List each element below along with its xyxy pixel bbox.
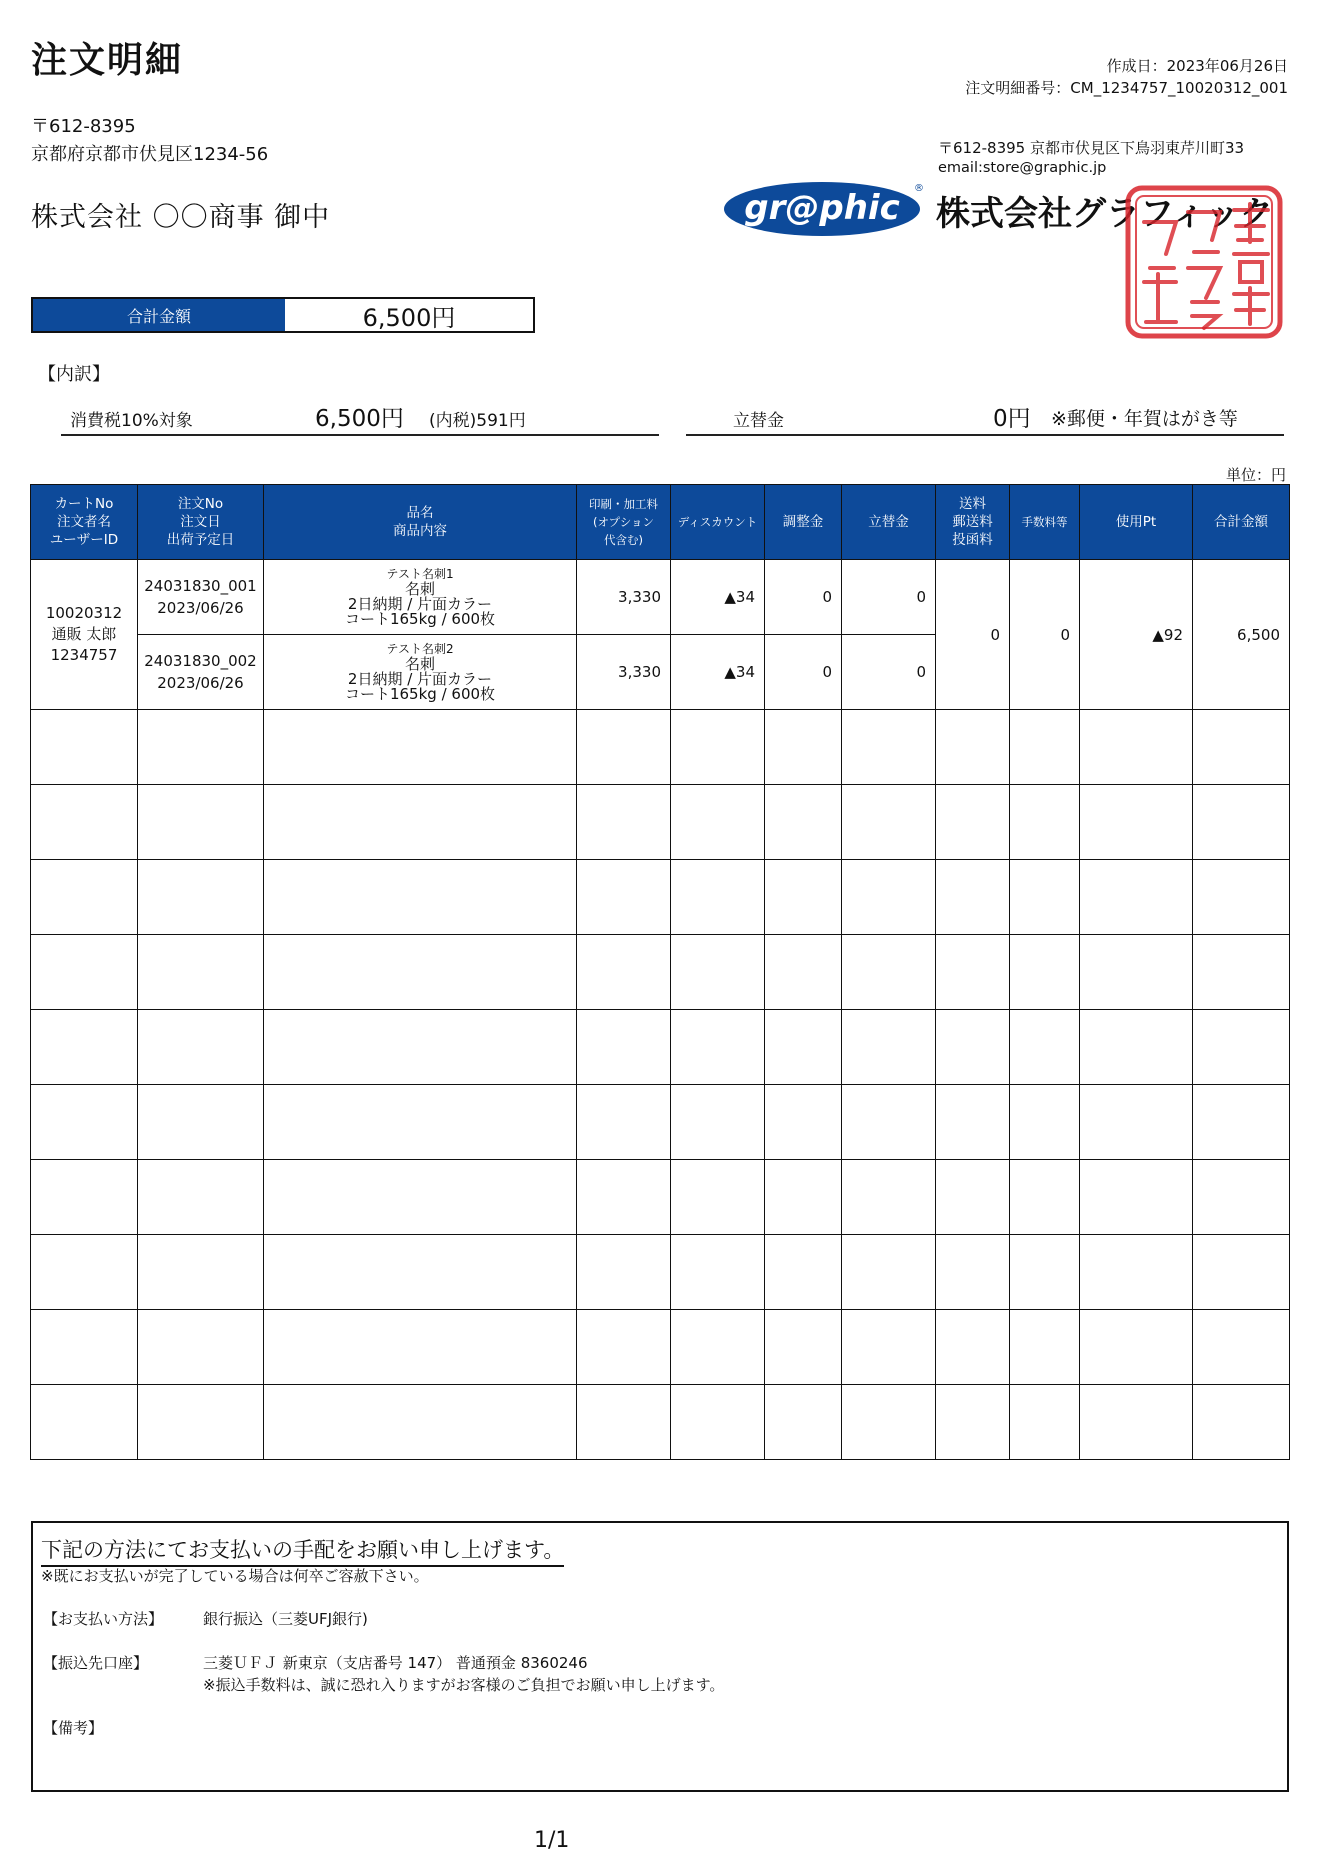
total-label: 合計金額	[33, 299, 285, 331]
empty-cell	[577, 1160, 671, 1235]
empty-cell	[264, 935, 577, 1010]
payment-box	[31, 1521, 1289, 1792]
empty-cell	[936, 710, 1010, 785]
empty-cell	[1193, 785, 1290, 860]
order-cell	[138, 560, 264, 635]
empty-cell	[1010, 1235, 1080, 1310]
empty-cell	[138, 1160, 264, 1235]
row-total: 6,500	[1193, 560, 1290, 710]
empty-cell	[1080, 1385, 1193, 1460]
empty-cell	[1010, 1160, 1080, 1235]
empty-cell	[1010, 785, 1080, 860]
tax-label: 消費税10%対象	[70, 411, 193, 431]
empty-cell	[31, 1235, 138, 1310]
empty-table-row	[31, 785, 1290, 860]
empty-cell	[936, 785, 1010, 860]
header-adjustment: 調整金	[765, 485, 842, 560]
empty-cell	[31, 1010, 138, 1085]
order-no: 24031830_001	[144, 577, 257, 595]
empty-table-row	[31, 710, 1290, 785]
ship-date: 2023/06/26	[157, 674, 244, 692]
empty-cell	[842, 860, 936, 935]
empty-cell	[31, 1310, 138, 1385]
empty-cell	[1010, 935, 1080, 1010]
empty-cell	[138, 1010, 264, 1085]
print-fee: 3,330	[577, 635, 671, 710]
advance: 0	[842, 635, 936, 710]
empty-cell	[671, 1310, 765, 1385]
empty-cell	[1080, 935, 1193, 1010]
empty-table-row	[31, 1310, 1290, 1385]
empty-table-row	[31, 1385, 1290, 1460]
empty-cell	[671, 1010, 765, 1085]
order-table	[30, 484, 1290, 1460]
empty-cell	[1010, 860, 1080, 935]
product-cell	[264, 635, 577, 710]
empty-cell	[671, 1385, 765, 1460]
product-name: テスト名刺1	[386, 567, 454, 581]
empty-cell	[264, 710, 577, 785]
empty-cell	[842, 1385, 936, 1460]
adjustment: 0	[765, 560, 842, 635]
empty-cell	[671, 860, 765, 935]
empty-cell	[1080, 1235, 1193, 1310]
empty-cell	[138, 1085, 264, 1160]
empty-cell	[842, 1160, 936, 1235]
empty-cell	[765, 1085, 842, 1160]
payment-method-value: 銀行振込（三菱UFJ銀行)	[203, 1610, 368, 1628]
company-name: 株式会社グラフィック	[936, 194, 1274, 234]
empty-cell	[765, 1010, 842, 1085]
product-spec1: 2日納期 / 片面カラー	[347, 670, 493, 688]
empty-cell	[936, 860, 1010, 935]
empty-cell	[264, 1160, 577, 1235]
account-label: 【振込先口座】	[43, 1654, 149, 1672]
empty-cell	[671, 1235, 765, 1310]
total-value: 6,500円	[362, 303, 456, 332]
empty-cell	[671, 1085, 765, 1160]
product-spec2: コート165kg / 600枚	[344, 610, 496, 628]
empty-cell	[138, 935, 264, 1010]
cart-no: 10020312	[45, 604, 123, 622]
empty-cell	[1010, 1010, 1080, 1085]
empty-cell	[31, 860, 138, 935]
header-print-fee: 印刷・加工料 (オプション 代含む)	[577, 485, 671, 560]
product-name: テスト名刺2	[386, 642, 454, 656]
total-amount-box	[31, 297, 535, 333]
company-address: 〒612-8395 京都市伏見区下鳥羽東芹川町33	[938, 139, 1245, 157]
header-points: 使用Pt	[1080, 485, 1193, 560]
empty-cell	[936, 1385, 1010, 1460]
empty-cell	[264, 1010, 577, 1085]
company-seal	[1122, 182, 1286, 342]
empty-cell	[31, 1160, 138, 1235]
empty-table-row	[31, 1235, 1290, 1310]
empty-cell	[765, 1160, 842, 1235]
header-total: 合計金額	[1193, 485, 1290, 560]
empty-cell	[1193, 1385, 1290, 1460]
empty-cell	[138, 1310, 264, 1385]
empty-cell	[1193, 935, 1290, 1010]
adjustment: 0	[765, 635, 842, 710]
empty-cell	[936, 1310, 1010, 1385]
empty-cell	[765, 1385, 842, 1460]
product-cell	[264, 560, 577, 635]
empty-cell	[842, 785, 936, 860]
empty-cell	[842, 1310, 936, 1385]
header-fees: 手数料等	[1010, 485, 1080, 560]
advance-note: ※郵便・年賀はがき等	[1051, 408, 1238, 430]
advance-line	[686, 402, 1284, 436]
empty-cell	[577, 1310, 671, 1385]
empty-cell	[264, 1085, 577, 1160]
empty-table-row	[31, 935, 1290, 1010]
empty-cell	[31, 1385, 138, 1460]
tax-included: (内税)591円	[429, 411, 526, 431]
empty-cell	[671, 785, 765, 860]
empty-cell	[1193, 710, 1290, 785]
empty-table-row	[31, 1160, 1290, 1235]
logo-mark: ®	[914, 183, 924, 194]
empty-cell	[1193, 1235, 1290, 1310]
empty-cell	[842, 935, 936, 1010]
empty-cell	[138, 710, 264, 785]
empty-cell	[1080, 1010, 1193, 1085]
empty-cell	[1010, 1085, 1080, 1160]
empty-cell	[765, 710, 842, 785]
header-cart: カートNo 注文者名 ユーザーID	[31, 485, 138, 560]
empty-cell	[671, 935, 765, 1010]
empty-cell	[936, 1160, 1010, 1235]
empty-cell	[138, 785, 264, 860]
payment-note: ※既にお支払いが完了している場合は何卒ご容赦下さい。	[41, 1567, 429, 1585]
table-header-row	[31, 485, 1290, 560]
orderer-name: 通販 太郎	[51, 625, 117, 643]
document-title: 注文明細	[31, 40, 184, 81]
empty-cell	[577, 1010, 671, 1085]
empty-cell	[765, 860, 842, 935]
empty-cell	[1193, 1160, 1290, 1235]
empty-cell	[264, 1310, 577, 1385]
empty-cell	[577, 785, 671, 860]
graphic-logo	[722, 179, 926, 237]
page-number: 1/1	[534, 1828, 570, 1853]
empty-cell	[765, 1235, 842, 1310]
empty-cell	[1080, 860, 1193, 935]
tax-amount: 6,500円	[315, 406, 404, 432]
empty-cell	[1193, 1010, 1290, 1085]
discount: ▲34	[671, 560, 765, 635]
empty-cell	[842, 1010, 936, 1085]
empty-table-row	[31, 1085, 1290, 1160]
payment-method-label: 【お支払い方法】	[43, 1610, 164, 1628]
empty-cell	[671, 1160, 765, 1235]
empty-cell	[765, 935, 842, 1010]
empty-table-row	[31, 1010, 1290, 1085]
account-note: ※振込手数料は、誠に恐れ入りますがお客様のご負担でお願い申し上げます。	[203, 1676, 725, 1694]
empty-cell	[936, 1235, 1010, 1310]
empty-cell	[1080, 1085, 1193, 1160]
advance: 0	[842, 560, 936, 635]
empty-cell	[264, 1385, 577, 1460]
empty-cell	[842, 1235, 936, 1310]
empty-cell	[138, 1235, 264, 1310]
empty-cell	[577, 1385, 671, 1460]
empty-cell	[842, 1085, 936, 1160]
empty-cell	[138, 860, 264, 935]
empty-cell	[1010, 1310, 1080, 1385]
empty-table-row	[31, 860, 1290, 935]
ship-date: 2023/06/26	[157, 599, 244, 617]
product-category: 名刺	[404, 580, 435, 598]
empty-cell	[936, 1085, 1010, 1160]
cart-cell	[31, 560, 138, 710]
empty-cell	[577, 1085, 671, 1160]
empty-cell	[264, 860, 577, 935]
empty-cell	[577, 935, 671, 1010]
header-shipping: 送料 郵送料 投函料	[936, 485, 1010, 560]
empty-cell	[577, 710, 671, 785]
company-email: email:store@graphic.jp	[938, 160, 1107, 176]
empty-cell	[577, 1235, 671, 1310]
points: ▲92	[1080, 560, 1193, 710]
header-discount: ディスカウント	[671, 485, 765, 560]
empty-cell	[31, 935, 138, 1010]
empty-cell	[138, 1385, 264, 1460]
empty-cell	[842, 710, 936, 785]
advance-label: 立替金	[733, 411, 784, 431]
order-no: 24031830_002	[144, 652, 257, 670]
empty-cell	[1080, 1310, 1193, 1385]
header-advance: 立替金	[842, 485, 936, 560]
empty-cell	[1193, 1310, 1290, 1385]
order-cell	[138, 635, 264, 710]
advance-amount: 0円	[993, 406, 1031, 432]
empty-cell	[264, 1235, 577, 1310]
empty-cell	[671, 710, 765, 785]
account-value: 三菱ＵＦＪ 新東京（支店番号 147） 普通預金 8360246	[203, 1654, 588, 1672]
discount: ▲34	[671, 635, 765, 710]
empty-cell	[1010, 710, 1080, 785]
header-product: 品名 商品内容	[264, 485, 577, 560]
shipping: 0	[936, 560, 1010, 710]
detail-number: 注文明細番号：CM_1234757_10020312_001	[965, 79, 1288, 97]
tax-line	[61, 402, 659, 436]
header-order: 注文No 注文日 出荷予定日	[138, 485, 264, 560]
product-spec2: コート165kg / 600枚	[344, 685, 496, 703]
empty-cell	[1193, 1085, 1290, 1160]
breakdown-heading: 【内訳】	[38, 364, 110, 385]
empty-cell	[1193, 860, 1290, 935]
unit-label: 単位：円	[1225, 466, 1286, 484]
table-row	[31, 560, 1290, 635]
logo-text: gr@phic	[744, 188, 900, 228]
customer-name: 株式会社 〇〇商事 御中	[31, 202, 331, 233]
product-category: 名刺	[404, 655, 435, 673]
product-spec1: 2日納期 / 片面カラー	[347, 595, 493, 613]
payment-heading: 下記の方法にてお支払いの手配をお願い申し上げます。	[41, 1534, 564, 1567]
empty-cell	[1080, 710, 1193, 785]
seal-text: 株式会社グラフィック之印	[1198, 340, 1210, 341]
user-id: 1234757	[50, 646, 118, 664]
empty-cell	[1080, 1160, 1193, 1235]
empty-rows	[31, 710, 1290, 1460]
empty-cell	[1010, 1385, 1080, 1460]
empty-cell	[31, 710, 138, 785]
empty-cell	[936, 1010, 1010, 1085]
print-fee: 3,330	[577, 560, 671, 635]
customer-zip: 〒612-8395	[31, 116, 136, 137]
customer-address: 京都府京都市伏見区1234-56	[31, 144, 269, 165]
empty-cell	[31, 785, 138, 860]
empty-cell	[264, 785, 577, 860]
empty-cell	[936, 935, 1010, 1010]
empty-cell	[765, 785, 842, 860]
fees: 0	[1010, 560, 1080, 710]
empty-cell	[577, 860, 671, 935]
created-date: 作成日：2023年06月26日	[1106, 57, 1288, 75]
empty-cell	[31, 1085, 138, 1160]
remarks-label: 【備考】	[43, 1719, 104, 1737]
empty-cell	[765, 1310, 842, 1385]
empty-cell	[1080, 785, 1193, 860]
